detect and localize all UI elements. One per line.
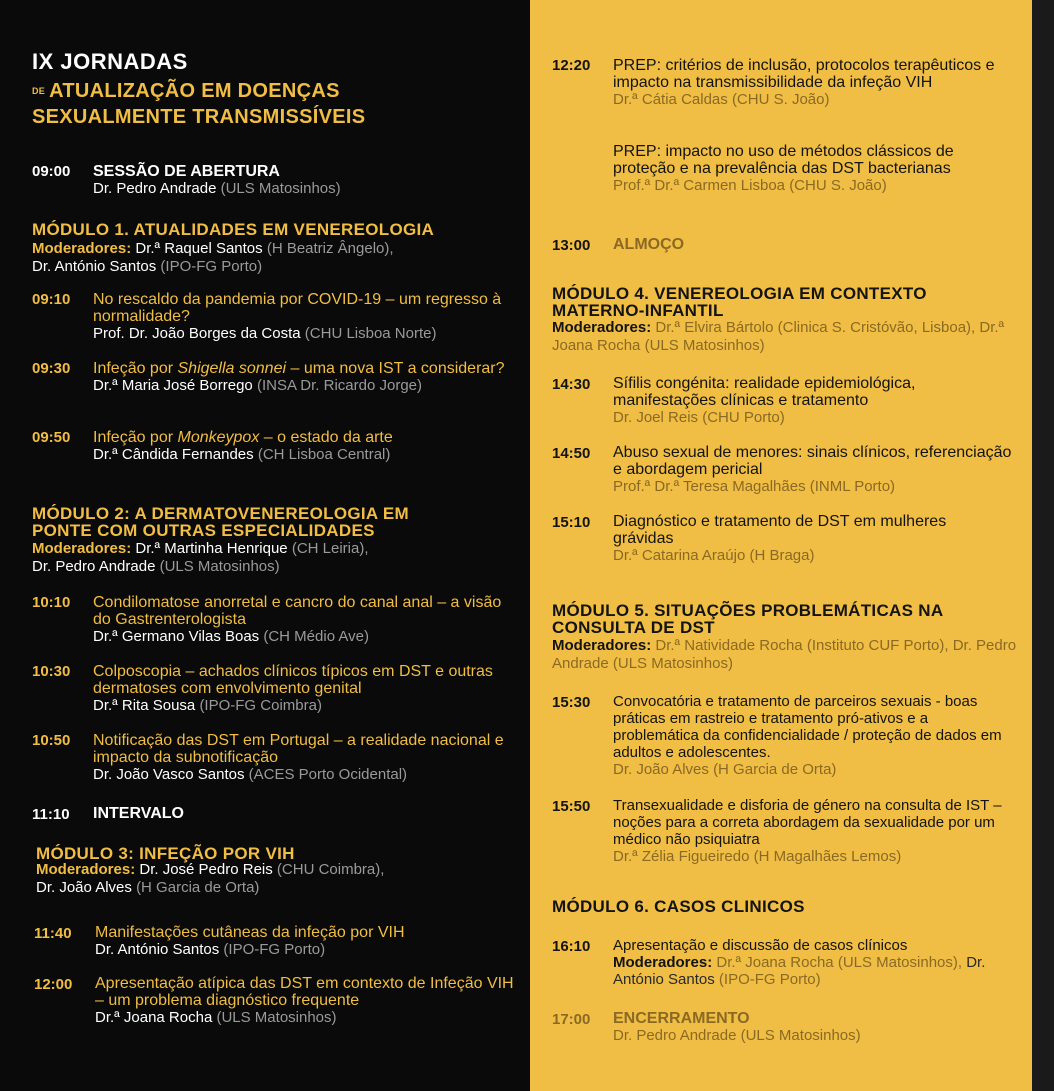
- session-speaker: Dr.ª Rita Sousa (IPO-FG Coimbra): [93, 697, 322, 714]
- session-item: [613, 937, 1013, 988]
- session-title: Manifestações cutâneas da infeção por VIH: [95, 924, 405, 941]
- session-speaker: Dr.ª Joana Rocha (ULS Matosinhos): [95, 1009, 337, 1026]
- session-speaker: Dr.ª Catarina Araújo (H Braga): [613, 547, 815, 564]
- session-item: [613, 797, 1013, 865]
- event-title-line3: SEXUALMENTE TRANSMISSÍVEIS: [32, 106, 366, 128]
- closing-time: 17:00: [552, 1011, 591, 1028]
- session-speaker: Dr. João Vasco Santos (ACES Porto Ocidental): [93, 766, 408, 783]
- opening-title: SESSÃO DE ABERTURA: [93, 163, 280, 180]
- opening-time: 09:00: [32, 163, 71, 180]
- session-title: PREP: impacto no uso de métodos clássicos de proteção e na prevalência das DST bacterianas: [613, 143, 954, 177]
- session-time: 14:30: [552, 376, 591, 393]
- lunch-time: 13:00: [552, 237, 591, 254]
- module4-title: MÓDULO 4. VENEREOLOGIA EM CONTEXTO MATERNO-INFANTIL: [552, 284, 927, 320]
- session-speaker: Dr. João Alves (H Garcia de Orta): [613, 761, 837, 778]
- session-title: Sífilis congénita: realidade epidemiológica, manifestações clínicas e tratamento: [613, 375, 916, 409]
- module3-moderators: Moderadores: Dr. José Pedro Reis (CHU Coimbra), Dr. João Alves (H Garcia de Orta): [36, 861, 385, 896]
- module2-title: MÓDULO 2: A DERMATOVENEREOLOGIA EM PONTE COM OUTRAS ESPECIALIDADES: [32, 504, 409, 540]
- session-title: Diagnóstico e tratamento de DST em mulheres grávidas: [613, 513, 947, 547]
- session-item: [613, 57, 1013, 108]
- session-speaker: Dr.ª Maria José Borrego (INSA Dr. Ricardo Jorge): [93, 377, 423, 394]
- opening-session: [93, 163, 513, 197]
- session-time: 15:30: [552, 694, 591, 711]
- event-title-line2: [32, 80, 340, 103]
- session-time: 10:30: [32, 663, 71, 680]
- session-item: [93, 291, 513, 342]
- session-title: Convocatória e tratamento de parceiros sexuais - boas práticas em rastreio e tratamento pró-ativos e a problemática da confidencialidade / proteção de dados em adultos e adolescentes.: [613, 693, 1002, 761]
- session-time: 15:50: [552, 798, 591, 815]
- module5-moderators: Moderadores: Dr.ª Natividade Rocha (Instituto CUF Porto), Dr. Pedro Andrade (ULS Matosinhos): [552, 637, 1017, 672]
- session-title: Infeção por Shigella sonnei – uma nova IST a considerar?: [93, 360, 505, 377]
- session-item: [613, 513, 973, 564]
- session-item: [613, 444, 1013, 495]
- event-title-de: DE: [32, 86, 46, 97]
- session-speaker: Dr.ª Cátia Caldas (CHU S. João): [613, 91, 830, 108]
- module2-moderators: Moderadores: Dr.ª Martinha Henrique (CH Leiria), Dr. Pedro Andrade (ULS Matosinhos): [32, 540, 369, 575]
- session-speaker: Prof.ª Dr.ª Carmen Lisboa (CHU S. João): [613, 177, 887, 194]
- module5-title: MÓDULO 5. SITUAÇÕES PROBLEMÁTICAS NA CONSULTA DE DST: [552, 601, 944, 637]
- session-item: [93, 663, 513, 714]
- session-time: 16:10: [552, 938, 591, 955]
- session-title: Abuso sexual de menores: sinais clínicos, referenciação e abordagem pericial: [613, 444, 1012, 478]
- session-speaker: Dr.ª Cândida Fernandes (CH Lisboa Central): [93, 446, 391, 463]
- session-speaker: Dr. Joel Reis (CHU Porto): [613, 409, 785, 426]
- session-item: [613, 375, 1013, 426]
- session-speaker: Dr.ª Zélia Figueiredo (H Magalhães Lemos): [613, 848, 902, 865]
- session-time: 11:40: [34, 925, 72, 942]
- session-item: [93, 732, 513, 783]
- session-speaker: Dr. António Santos (IPO-FG Porto): [95, 941, 326, 958]
- session-title: Apresentação e discussão de casos clínicos: [613, 937, 908, 954]
- session-item: [93, 594, 513, 645]
- session-title: PREP: critérios de inclusão, protocolos terapêuticos e impacto na transmissibilidade da infeção VIH: [613, 57, 995, 91]
- event-title-line1: IX JORNADAS: [32, 49, 188, 74]
- session-speaker: Prof.ª Dr.ª Teresa Magalhães (INML Porto): [613, 478, 896, 495]
- session-time: 14:50: [552, 445, 591, 462]
- session-time: 15:10: [552, 514, 591, 531]
- session-speaker: Prof. Dr. João Borges da Costa (CHU Lisboa Norte): [93, 325, 437, 342]
- closing-speaker: Dr. Pedro Andrade (ULS Matosinhos): [613, 1027, 861, 1044]
- module4-moderators: Moderadores: Dr.ª Elvira Bártolo (Clinica S. Cristóvão, Lisboa), Dr.ª Joana Rocha (ULS Matosinhos): [552, 319, 1005, 354]
- session-item: [613, 143, 1013, 194]
- session-title: Apresentação atípica das DST em contexto de Infeção VIH – um problema diagnóstico frequente: [95, 975, 514, 1009]
- break-title: INTERVALO: [93, 805, 184, 822]
- session-title: Colposcopia – achados clínicos típicos em DST e outras dermatoses com envolvimento genital: [93, 663, 493, 697]
- event-title-line2-text: ATUALIZAÇÃO EM DOENÇAS: [49, 80, 340, 102]
- session-title: Condilomatose anorretal e cancro do canal anal – a visão do Gastrenterologista: [93, 594, 502, 628]
- session-time: 12:00: [34, 976, 73, 993]
- right-edge-strip: [1032, 0, 1054, 1091]
- closing-session: [613, 1010, 1013, 1044]
- module6-title: MÓDULO 6. CASOS CLINICOS: [552, 897, 805, 916]
- session-item: [95, 924, 515, 958]
- module1-title: MÓDULO 1. ATUALIDADES EM VENEREOLOGIA: [32, 220, 435, 239]
- session-time: 09:10: [32, 291, 71, 308]
- session-item: [613, 693, 1013, 778]
- break-time: 11:10: [32, 806, 70, 823]
- session-title: Infeção por Monkeypox – o estado da arte: [93, 429, 393, 446]
- session-item: [93, 360, 513, 394]
- session-title: Transexualidade e disforia de género na consulta de IST – noções para a correta abordagem da sexualidade por um médico não psiquiatra: [613, 797, 1002, 848]
- session-time: 10:10: [32, 594, 71, 611]
- right-column: [530, 0, 1032, 1091]
- opening-speaker: Dr. Pedro Andrade (ULS Matosinhos): [93, 180, 341, 197]
- module6-moderators: Moderadores: Dr.ª Joana Rocha (ULS Matosinhos), Dr. António Santos (IPO-FG Porto): [613, 954, 986, 988]
- session-item: [93, 429, 513, 463]
- module1-moderators: Moderadores: Dr.ª Raquel Santos (H Beatriz Ângelo), Dr. António Santos (IPO-FG Porto): [32, 240, 394, 275]
- session-speaker: Dr.ª Germano Vilas Boas (CH Médio Ave): [93, 628, 369, 645]
- session-time: 09:50: [32, 429, 71, 446]
- module3-title: MÓDULO 3: INFEÇÃO POR VIH: [36, 844, 295, 863]
- session-time: 09:30: [32, 360, 71, 377]
- session-time: 10:50: [32, 732, 71, 749]
- session-item: [95, 975, 515, 1026]
- closing-title: ENCERRAMENTO: [613, 1010, 750, 1027]
- session-time: 12:20: [552, 57, 591, 74]
- session-title: Notificação das DST em Portugal – a realidade nacional e impacto da subnotificação: [93, 732, 504, 766]
- lunch-title: ALMOÇO: [613, 236, 685, 253]
- session-title: No rescaldo da pandemia por COVID-19 – um regresso à normalidade?: [93, 291, 502, 325]
